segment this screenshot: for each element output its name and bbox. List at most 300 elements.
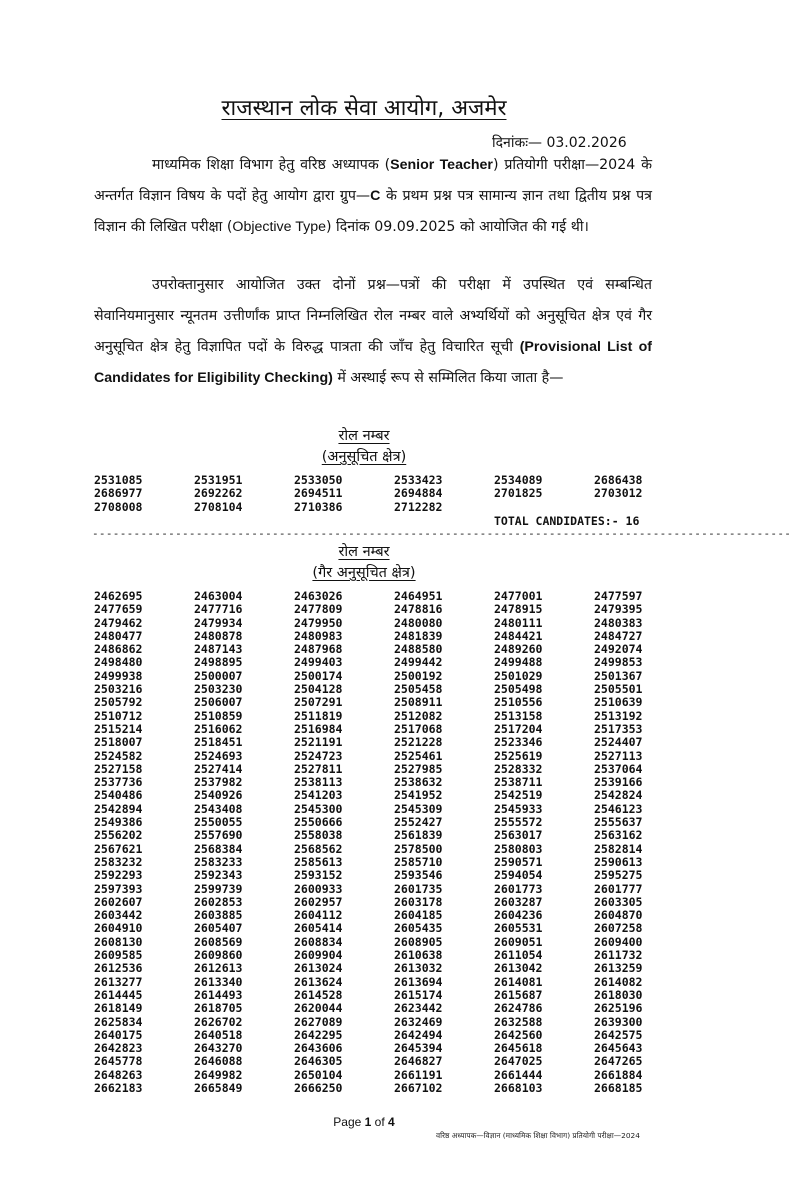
roll-number: 2477597 (594, 589, 643, 603)
roll-number: 2601735 (394, 881, 443, 896)
roll-number: 2528332 (494, 761, 543, 776)
scheduled-heading-line2: (अनुसूचित क्षेत्र) (321, 449, 407, 465)
roll-row (94, 1016, 694, 1029)
roll-number: 2640518 (194, 1027, 243, 1042)
roll-number: 2627089 (294, 1014, 343, 1029)
roll-number: 2648263 (94, 1067, 143, 1082)
roll-number: 2515214 (94, 721, 143, 736)
roll-number: 2527985 (394, 761, 443, 776)
roll-number: 2542824 (594, 788, 643, 803)
roll-number: 2603178 (394, 894, 443, 909)
roll-number: 2650104 (294, 1067, 343, 1082)
roll-number: 2525461 (394, 748, 443, 763)
roll-number: 2585710 (394, 854, 443, 869)
roll-number: 2501367 (594, 668, 643, 683)
roll-number: 2604236 (494, 908, 543, 923)
roll-row (94, 630, 694, 643)
roll-number: 2501029 (494, 668, 543, 683)
roll-number: 2477809 (294, 602, 343, 617)
roll-number: 2609051 (494, 934, 543, 949)
roll-number: 2498480 (94, 655, 143, 670)
roll-number: 2527113 (594, 748, 643, 763)
roll-number: 2533050 (294, 473, 343, 487)
roll-number: 2568562 (294, 841, 343, 856)
roll-number: 2480477 (94, 628, 143, 643)
roll-number: 2607258 (594, 921, 643, 936)
roll-number: 2505498 (494, 682, 543, 697)
roll-number: 2578500 (394, 841, 443, 856)
roll-row (94, 1042, 694, 1055)
roll-number: 2661884 (594, 1067, 643, 1082)
roll-number: 2521228 (394, 735, 443, 750)
roll-number: 2499938 (94, 668, 143, 683)
roll-row (94, 803, 694, 816)
roll-row (94, 962, 694, 975)
roll-number: 2541203 (294, 788, 343, 803)
roll-number: 2613024 (294, 961, 343, 976)
roll-number: 2608130 (94, 934, 143, 949)
roll-number: 2511819 (294, 708, 343, 723)
roll-number: 2557690 (194, 828, 243, 843)
roll-row (94, 656, 694, 669)
roll-number: 2563162 (594, 828, 643, 843)
roll-number: 2613624 (294, 974, 343, 989)
roll-number: 2592293 (94, 868, 143, 883)
roll-number: 2645394 (394, 1041, 443, 1056)
roll-row (94, 723, 694, 736)
roll-row (94, 763, 694, 776)
roll-number: 2527811 (294, 761, 343, 776)
roll-number: 2608834 (294, 934, 343, 949)
roll-number: 2538113 (294, 775, 343, 790)
roll-number: 2521191 (294, 735, 343, 750)
roll-number: 2561839 (394, 828, 443, 843)
intro-bold-1: Senior Teacher (390, 157, 493, 173)
roll-number: 2612536 (94, 961, 143, 976)
list-paragraph (94, 270, 652, 394)
roll-row (94, 843, 694, 856)
roll-number: 2605414 (294, 921, 343, 936)
roll-number: 2602607 (94, 894, 143, 909)
roll-number: 2625196 (594, 1001, 643, 1016)
roll-number: 2602957 (294, 894, 343, 909)
roll-number: 2667102 (394, 1080, 443, 1095)
roll-number: 2602853 (194, 894, 243, 909)
roll-number: 2612613 (194, 961, 243, 976)
roll-number: 2500192 (394, 668, 443, 683)
intro-latin-1: Objective Type (232, 219, 326, 235)
roll-number: 2568384 (194, 841, 243, 856)
roll-number: 2555572 (494, 815, 543, 830)
roll-number: 2603305 (594, 894, 643, 909)
roll-number: 2479934 (194, 615, 243, 630)
roll-number: 2614445 (94, 987, 143, 1002)
roll-number: 2593546 (394, 868, 443, 883)
roll-number: 2604910 (94, 921, 143, 936)
roll-number: 2580803 (494, 841, 543, 856)
roll-number: 2585613 (294, 854, 343, 869)
roll-number: 2610638 (394, 948, 443, 963)
roll-number: 2595275 (594, 868, 643, 883)
roll-number: 2550666 (294, 815, 343, 830)
roll-number: 2614528 (294, 987, 343, 1002)
roll-row (94, 816, 694, 829)
roll-number: 2512082 (394, 708, 443, 723)
roll-number: 2665849 (194, 1080, 243, 1095)
roll-number: 2531951 (194, 473, 243, 487)
roll-number: 2632588 (494, 1014, 543, 1029)
roll-row (94, 1029, 694, 1042)
roll-number: 2531085 (94, 473, 143, 487)
non-scheduled-heading-line1: रोल नम्बर (338, 544, 390, 560)
roll-number: 2646827 (394, 1054, 443, 1069)
roll-number: 2694511 (294, 486, 343, 501)
roll-number: 2524582 (94, 748, 143, 763)
roll-number: 2615687 (494, 987, 543, 1002)
roll-number: 2481839 (394, 628, 443, 643)
roll-number: 2583232 (94, 854, 143, 869)
intro-text-2: ) प्रतियोगी परीक्षा—2024 के अन्तर्गत विज्ञान विषय के पदों हेतु आयोग द्वारा ग्रुप— (94, 157, 652, 204)
roll-number: 2590571 (494, 854, 543, 869)
roll-number: 2603885 (194, 908, 243, 923)
roll-number: 2504128 (294, 682, 343, 697)
roll-number: 2479950 (294, 615, 343, 630)
roll-number: 2558038 (294, 828, 343, 843)
roll-number: 2480111 (494, 615, 543, 630)
roll-number: 2492074 (594, 642, 643, 657)
roll-number: 2462695 (94, 589, 143, 603)
roll-number: 2614081 (494, 974, 543, 989)
roll-row (94, 869, 694, 882)
roll-number: 2614082 (594, 974, 643, 989)
roll-number: 2545309 (394, 801, 443, 816)
non-scheduled-roll-grid (94, 590, 694, 1095)
roll-number: 2546123 (594, 801, 643, 816)
roll-number: 2480383 (594, 615, 643, 630)
roll-number: 2614493 (194, 987, 243, 1002)
roll-row (94, 617, 694, 630)
roll-number: 2510556 (494, 695, 543, 710)
scheduled-heading-line1: रोल नम्बर (338, 428, 390, 444)
roll-number: 2505458 (394, 682, 443, 697)
roll-number: 2618149 (94, 1001, 143, 1016)
roll-row (94, 710, 694, 723)
roll-number: 2486862 (94, 642, 143, 657)
roll-number: 2686438 (594, 473, 643, 487)
intro-text-1: माध्यमिक शिक्षा विभाग हेतु वरिष्ठ अध्यापक ( (152, 157, 391, 173)
roll-number: 2463004 (194, 589, 243, 603)
roll-number: 2712282 (394, 499, 443, 514)
roll-row (94, 829, 694, 842)
roll-number: 2583233 (194, 854, 243, 869)
roll-number: 2662183 (94, 1080, 143, 1095)
roll-row (94, 976, 694, 989)
roll-number: 2642575 (594, 1027, 643, 1042)
roll-row (94, 776, 694, 789)
roll-number: 2710386 (294, 499, 343, 514)
roll-number: 2550055 (194, 815, 243, 830)
roll-number: 2517068 (394, 721, 443, 736)
roll-number: 2510639 (594, 695, 643, 710)
roll-number: 2642823 (94, 1041, 143, 1056)
roll-number: 2613340 (194, 974, 243, 989)
roll-number: 2500174 (294, 668, 343, 683)
roll-number: 2516062 (194, 721, 243, 736)
roll-number: 2649982 (194, 1067, 243, 1082)
roll-row (94, 501, 694, 514)
roll-row (94, 949, 694, 962)
roll-number: 2642560 (494, 1027, 543, 1042)
roll-number: 2524723 (294, 748, 343, 763)
roll-number: 2563017 (494, 828, 543, 843)
non-scheduled-heading-line2: (गैर अनुसूचित क्षेत्र) (312, 565, 416, 581)
roll-number: 2668185 (594, 1080, 643, 1095)
roll-number: 2487968 (294, 642, 343, 657)
roll-number: 2613694 (394, 974, 443, 989)
roll-row (94, 696, 694, 709)
roll-row (94, 487, 694, 500)
roll-number: 2613277 (94, 974, 143, 989)
roll-number: 2643606 (294, 1041, 343, 1056)
roll-number: 2489260 (494, 642, 543, 657)
roll-number: 2527158 (94, 761, 143, 776)
list-text-2: में अस्थाई रूप से सम्मिलित किया जाता है— (332, 370, 564, 386)
roll-number: 2507291 (294, 695, 343, 710)
roll-number: 2604185 (394, 908, 443, 923)
roll-number: 2518007 (94, 735, 143, 750)
roll-number: 2499403 (294, 655, 343, 670)
roll-number: 2645618 (494, 1041, 543, 1056)
document-date: दिनांकः— 03.02.2026 (492, 135, 627, 151)
roll-row (94, 1082, 694, 1095)
roll-number: 2543408 (194, 801, 243, 816)
roll-number: 2668103 (494, 1080, 543, 1095)
roll-number: 2626702 (194, 1014, 243, 1029)
roll-number: 2666250 (294, 1080, 343, 1095)
roll-number: 2703012 (594, 486, 643, 501)
roll-number: 2567621 (94, 841, 143, 856)
roll-number: 2505501 (594, 682, 643, 697)
roll-row (94, 909, 694, 922)
roll-number: 2599739 (194, 881, 243, 896)
roll-number: 2523346 (494, 735, 543, 750)
page-total: 4 (388, 1115, 395, 1129)
roll-number: 2643270 (194, 1041, 243, 1056)
roll-number: 2694884 (394, 486, 443, 501)
roll-number: 2498895 (194, 655, 243, 670)
roll-number: 2539166 (594, 775, 643, 790)
roll-number: 2517204 (494, 721, 543, 736)
roll-number: 2592343 (194, 868, 243, 883)
roll-number: 2499488 (494, 655, 543, 670)
roll-number: 2545933 (494, 801, 543, 816)
roll-number: 2537982 (194, 775, 243, 790)
roll-row (94, 1069, 694, 1082)
non-scheduled-heading (0, 542, 728, 584)
roll-number: 2484727 (594, 628, 643, 643)
roll-number: 2646305 (294, 1054, 343, 1069)
roll-row (94, 1055, 694, 1068)
roll-row (94, 896, 694, 909)
roll-number: 2552427 (394, 815, 443, 830)
roll-row (94, 989, 694, 1002)
roll-number: 2609585 (94, 948, 143, 963)
roll-number: 2632469 (394, 1014, 443, 1029)
roll-number: 2538711 (494, 775, 543, 790)
roll-number: 2609904 (294, 948, 343, 963)
roll-number: 2463026 (294, 589, 343, 603)
intro-paragraph (94, 150, 652, 243)
roll-row (94, 670, 694, 683)
roll-number: 2582814 (594, 841, 643, 856)
roll-number: 2524693 (194, 748, 243, 763)
roll-number: 2609400 (594, 934, 643, 949)
roll-number: 2477001 (494, 589, 543, 603)
roll-number: 2556202 (94, 828, 143, 843)
roll-number: 2605407 (194, 921, 243, 936)
roll-number: 2605435 (394, 921, 443, 936)
roll-number: 2510712 (94, 708, 143, 723)
roll-row (94, 922, 694, 935)
roll-number: 2478816 (394, 602, 443, 617)
intro-text-3: के प्रथम प्रश्न पत्र सामान्य ज्ञान तथा द्वितीय प्रश्न पत्र विज्ञान की लिखित परीक्षा ( (94, 188, 652, 235)
roll-number: 2508911 (394, 695, 443, 710)
roll-row (94, 603, 694, 616)
intro-bold-2: C (370, 188, 381, 204)
roll-number: 2608905 (394, 934, 443, 949)
roll-number: 2541952 (394, 788, 443, 803)
roll-number: 2533423 (394, 473, 443, 487)
roll-number: 2608569 (194, 934, 243, 949)
roll-number: 2611054 (494, 948, 543, 963)
roll-number: 2600933 (294, 881, 343, 896)
page-number (0, 1115, 728, 1129)
roll-number: 2609860 (194, 948, 243, 963)
roll-number: 2479462 (94, 615, 143, 630)
roll-number: 2603442 (94, 908, 143, 923)
roll-row (94, 750, 694, 763)
roll-number: 2524407 (594, 735, 643, 750)
roll-number: 2618030 (594, 987, 643, 1002)
roll-number: 2480080 (394, 615, 443, 630)
roll-number: 2478915 (494, 602, 543, 617)
roll-number: 2603287 (494, 894, 543, 909)
roll-number: 2487143 (194, 642, 243, 657)
roll-number: 2480983 (294, 628, 343, 643)
roll-number: 2540486 (94, 788, 143, 803)
roll-number: 2615174 (394, 987, 443, 1002)
roll-row (94, 590, 694, 603)
roll-number: 2516984 (294, 721, 343, 736)
roll-number: 2692262 (194, 486, 243, 501)
page-current: 1 (364, 1115, 372, 1129)
title-text: राजस्थान लोक सेवा आयोग, अजमेर (221, 96, 507, 121)
roll-number: 2639300 (594, 1014, 643, 1029)
roll-number: 2503216 (94, 682, 143, 697)
roll-row (94, 936, 694, 949)
page-of: of (371, 1115, 389, 1129)
roll-number: 2545300 (294, 801, 343, 816)
list-bold-1: (Provisional List of Candidates for Eligibility Checking) (94, 339, 652, 386)
scheduled-roll-grid (94, 474, 694, 514)
roll-number: 2645643 (594, 1041, 643, 1056)
roll-number: 2625834 (94, 1014, 143, 1029)
roll-number: 2527414 (194, 761, 243, 776)
roll-number: 2540926 (194, 788, 243, 803)
roll-row (94, 683, 694, 696)
roll-number: 2537736 (94, 775, 143, 790)
roll-number: 2537064 (594, 761, 643, 776)
roll-number: 2624786 (494, 1001, 543, 1016)
roll-row (94, 474, 694, 487)
roll-number: 2594054 (494, 868, 543, 883)
page-prefix: Page (333, 1115, 365, 1129)
roll-number: 2542519 (494, 788, 543, 803)
roll-number: 2464951 (394, 589, 443, 603)
roll-number: 2477659 (94, 602, 143, 617)
roll-number: 2538632 (394, 775, 443, 790)
roll-row (94, 856, 694, 869)
roll-number: 2645778 (94, 1054, 143, 1069)
document-title (0, 92, 728, 122)
roll-number: 2549386 (94, 815, 143, 830)
roll-number: 2646088 (194, 1054, 243, 1069)
roll-number: 2534089 (494, 473, 543, 487)
roll-number: 2499853 (594, 655, 643, 670)
roll-number: 2503230 (194, 682, 243, 697)
footer-caption: वरिष्ठ अध्यापक—विज्ञान (माध्यमिक शिक्षा विभाग) प्रतियोगी परीक्षा—2024 (436, 1131, 640, 1140)
roll-number: 2647265 (594, 1054, 643, 1069)
roll-number: 2513158 (494, 708, 543, 723)
roll-number: 2510859 (194, 708, 243, 723)
roll-number: 2618705 (194, 1001, 243, 1016)
roll-number: 2506007 (194, 695, 243, 710)
roll-row (94, 883, 694, 896)
roll-number: 2555637 (594, 815, 643, 830)
roll-number: 2623442 (394, 1001, 443, 1016)
roll-number: 2604870 (594, 908, 643, 923)
roll-number: 2542894 (94, 801, 143, 816)
roll-number: 2500007 (194, 668, 243, 683)
total-candidates: TOTAL CANDIDATES:- 16 (494, 514, 640, 528)
roll-number: 2605531 (494, 921, 543, 936)
roll-number: 2597393 (94, 881, 143, 896)
roll-number: 2686977 (94, 486, 143, 501)
roll-number: 2642295 (294, 1027, 343, 1042)
section-separator: ----------------------------------------------------------------------------------------------------- (92, 527, 791, 540)
roll-number: 2604112 (294, 908, 343, 923)
roll-number: 2620044 (294, 1001, 343, 1016)
roll-number: 2505792 (94, 695, 143, 710)
roll-number: 2601777 (594, 881, 643, 896)
roll-number: 2661444 (494, 1067, 543, 1082)
roll-number: 2480878 (194, 628, 243, 643)
roll-number: 2642494 (394, 1027, 443, 1042)
intro-text-4: ) दिनांक 09.09.2025 को आयोजित की गई थी। (326, 219, 589, 235)
roll-row (94, 736, 694, 749)
roll-number: 2613032 (394, 961, 443, 976)
roll-number: 2488580 (394, 642, 443, 657)
roll-number: 2484421 (494, 628, 543, 643)
roll-number: 2479395 (594, 602, 643, 617)
roll-number: 2477716 (194, 602, 243, 617)
roll-number: 2708104 (194, 499, 243, 514)
roll-number: 2593152 (294, 868, 343, 883)
roll-row (94, 789, 694, 802)
roll-number: 2613042 (494, 961, 543, 976)
roll-number: 2611732 (594, 948, 643, 963)
roll-number: 2517353 (594, 721, 643, 736)
